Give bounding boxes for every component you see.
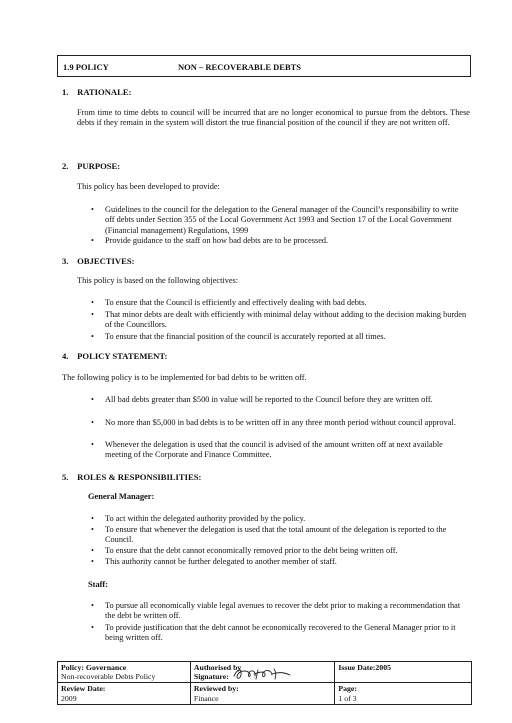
list-item: • To ensure that the debt cannot economically removed prior to the debt being written off.	[91, 546, 398, 555]
purpose-intro: This policy has been developed to provide:	[77, 182, 220, 191]
bullet-icon: •	[91, 514, 94, 523]
list-item: • This authority cannot be further delegated to another member of staff.	[91, 557, 337, 566]
footer-issue-cell: Issue Date:2005	[335, 662, 472, 683]
policy-header-box	[57, 55, 471, 77]
bullet-icon: •	[91, 557, 94, 566]
list-item: • Whenever the delegation is used that the council is advised of the amount written off at next available meeting of the Corporate and Finance Committee.	[91, 440, 443, 460]
bullet-icon: •	[91, 546, 94, 555]
footer-issue-value: 2005	[375, 663, 391, 672]
signature-icon	[232, 666, 292, 682]
bullet-icon: •	[91, 440, 94, 449]
bullet-icon: •	[91, 395, 94, 404]
list-item: • Guidelines to the council for the delegation to the General manager of the Council’s responsibility to write off debts under Section 355 of the Local Government Act 1993 and Section 17 of the Local Government (Financial management) Regulations, 1999	[91, 205, 459, 235]
objectives-intro: This policy is based on the following objectives:	[77, 276, 239, 285]
section-heading-roles: 5. ROLES & RESPONSIBILITIES:	[62, 472, 202, 482]
footer-review-value: 2009	[61, 693, 77, 703]
policy-title: NON – RECOVERABLE DEBTS	[178, 62, 302, 72]
section-heading-rationale: 1. RATIONALE:	[62, 87, 132, 97]
list-item: • To ensure that the financial position of the council is accurately reported at all times.	[91, 332, 386, 341]
rationale-text: From time to time debts to council will be incurred that are no longer economical to pursue from the debtors. These debts if they remain in the system will distort the true financial position of the council if they are not written off.	[77, 108, 470, 128]
list-item: • To act within the delegated authority provided by the policy.	[91, 514, 306, 523]
bullet-icon: •	[91, 298, 94, 307]
footer-review-cell: Review Date: 2009	[58, 683, 191, 704]
section-heading-objectives: 3. OBJECTIVES:	[62, 256, 135, 266]
footer-policy-value: Governance	[85, 663, 127, 672]
bullet-icon: •	[91, 332, 94, 341]
bullet-icon: •	[91, 525, 94, 534]
statement-intro: The following policy is to be implemented for bad debts to be written off.	[62, 373, 307, 382]
footer-policy-cell: Policy: Governance Non-recoverable Debts Policy	[58, 662, 191, 683]
footer-policy-sub: Non-recoverable Debts Policy	[61, 672, 156, 682]
list-item: • No more than $5,000 in bad debts is to be written off in any three month period without council approval.	[91, 418, 456, 427]
section-heading-purpose: 2. PURPOSE:	[62, 161, 121, 171]
footer-reviewed-by-cell: Reviewed by: Finance	[190, 683, 335, 704]
list-item: • To ensure that the Council is efficiently and effectively dealing with bad debts.	[91, 298, 367, 307]
list-item: • All bad debts greater than $500 in value will be reported to the Council before they are written off.	[91, 395, 433, 404]
list-item: • Provide guidance to the staff on how bad debts are to be processed.	[91, 236, 329, 245]
bullet-icon: •	[91, 205, 94, 214]
list-item: • To provide justification that the debt cannot be economically recovered to the General Manager prior to it being written off.	[91, 623, 456, 643]
list-item: • To pursue all economically viable legal avenues to recover the debt prior to making a recommendation that the debt be written off.	[91, 601, 461, 621]
subheading-general-manager: General Manager:	[88, 492, 155, 501]
footer-authorised-cell: Authorised by Signature:	[190, 662, 335, 683]
list-item: • That minor debts are dealt with efficiently with minimal delay without adding to the decision making burden of the Councillors.	[91, 310, 467, 330]
subheading-staff: Staff:	[88, 580, 109, 589]
bullet-icon: •	[91, 418, 94, 427]
policy-code: 1.9 POLICY	[63, 62, 109, 72]
footer-page-value: 1 of 3	[338, 693, 357, 703]
document-footer-table	[57, 661, 472, 705]
bullet-icon: •	[91, 236, 94, 245]
footer-reviewed-by-value: Finance	[193, 693, 219, 703]
list-item: • To ensure that whenever the delegation is used that the total amount of the delegation is reported to the Council.	[91, 525, 447, 545]
footer-page-cell: Page: 1 of 3	[335, 683, 472, 704]
bullet-icon: •	[91, 601, 94, 610]
section-heading-policy-statement: 4. POLICY STATEMENT:	[62, 351, 168, 361]
bullet-icon: •	[91, 310, 94, 319]
bullet-icon: •	[91, 623, 94, 632]
